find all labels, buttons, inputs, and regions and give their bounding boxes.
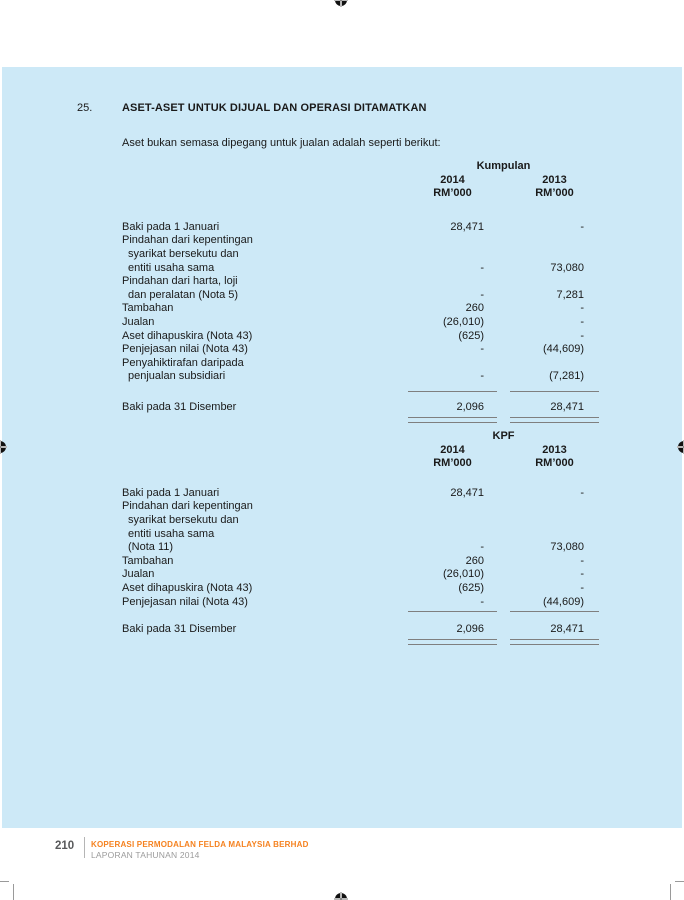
value-2014: (26,010): [443, 568, 484, 581]
rule-segment: [408, 639, 497, 645]
footer-report-title: LAPORAN TAHUNAN 2014: [91, 850, 200, 860]
row-label: (Nota 11): [128, 541, 174, 554]
value-2013: [510, 514, 599, 528]
rule-segment: [510, 391, 599, 392]
table-row: [122, 528, 599, 542]
value-2013: -: [580, 486, 584, 499]
crop-mark: [675, 881, 684, 882]
row-label: syarikat bersekutu dan: [128, 247, 239, 260]
value-2014: -: [480, 261, 484, 274]
page-number: 210: [55, 840, 75, 852]
spacer: [122, 174, 408, 188]
row-label: Penjejasan nilai (Nota 43): [122, 343, 248, 356]
value-2014: 28,471: [450, 486, 484, 499]
table-row: [122, 330, 599, 344]
value-2014: -: [480, 370, 484, 383]
registration-target-icon: [677, 440, 684, 454]
registration-mark-left: [0, 440, 7, 454]
total-double-rule: [408, 639, 599, 645]
row-label: Pindahan dari kepentingan: [122, 500, 253, 513]
value-2014: -: [480, 541, 484, 554]
row-label: penjualan subsidiari: [128, 370, 226, 383]
value-2014: 260: [465, 302, 484, 315]
table-row: [122, 500, 599, 514]
col-unit-2014: RM’000: [433, 187, 472, 200]
table-row: [122, 234, 599, 248]
rule-segment: [408, 611, 497, 612]
row-label: Tambahan: [122, 302, 174, 315]
table-row: [122, 248, 599, 262]
value-2013: [510, 275, 599, 289]
value-2013: (44,609): [543, 343, 584, 356]
row-label: Baki pada 1 Januari: [122, 486, 220, 499]
row-label: Aset dihapuskira (Nota 43): [122, 329, 253, 342]
table-row: [122, 514, 599, 528]
spacer: [122, 201, 599, 221]
total-2013: 28,471: [550, 400, 584, 413]
value-2013: (44,609): [543, 595, 584, 608]
col-header-2014: 2014: [440, 443, 465, 456]
table-kumpulan: [122, 160, 599, 423]
value-2013: -: [580, 581, 584, 594]
unit-header-row: [122, 457, 599, 471]
value-2014: [408, 514, 497, 528]
table-row: [122, 316, 599, 330]
row-label: Baki pada 1 Januari: [122, 220, 220, 233]
col-header-2014: 2014: [440, 173, 465, 186]
subtotal-rule: [408, 611, 599, 612]
crop-mark: [13, 884, 14, 900]
row-label: Aset dihapuskira (Nota 43): [122, 581, 253, 594]
unit-header-row: [122, 187, 599, 201]
registration-target-icon: [334, 892, 348, 900]
table-row: [122, 541, 599, 555]
value-2013: -: [580, 302, 584, 315]
value-2013: -: [580, 329, 584, 342]
table-row: [122, 596, 599, 610]
row-label: Jualan: [122, 568, 155, 581]
value-2014: (26,010): [443, 315, 484, 328]
intro-text: Aset bukan semasa dipegang untuk jualan adalah seperti berikut:: [122, 137, 441, 149]
spacer: [122, 471, 599, 487]
table-row: [122, 275, 599, 289]
rule-segment: [510, 417, 599, 423]
total-label: Baki pada 31 Disember: [122, 400, 237, 413]
spacer: [122, 457, 408, 471]
group-header: Kumpulan: [476, 160, 531, 172]
row-label: Pindahan dari kepentingan: [122, 234, 253, 247]
row-label: entiti usaha sama: [128, 527, 215, 540]
table-row: [122, 221, 599, 235]
footer-divider: [84, 837, 85, 858]
subtotal-rule: [408, 391, 599, 392]
value-2014: [408, 248, 497, 262]
row-label: entiti usaha sama: [128, 261, 215, 274]
crop-mark: [670, 884, 671, 900]
value-2013: 73,080: [550, 261, 584, 274]
row-label: Tambahan: [122, 554, 174, 567]
value-2013: [510, 248, 599, 262]
row-label: Penyahiktirafan daripada: [122, 356, 244, 369]
value-2014: -: [480, 343, 484, 356]
col-header-2013: 2013: [542, 443, 567, 456]
registration-target-icon: [0, 440, 7, 454]
table-kpf: [122, 430, 599, 645]
rule-segment: [510, 639, 599, 645]
group-header: KPF: [492, 430, 515, 442]
value-2014: [408, 234, 497, 248]
total-double-rule: [408, 417, 599, 423]
value-2013: (7,281): [549, 370, 584, 383]
value-2013: 73,080: [550, 541, 584, 554]
value-2013: -: [580, 554, 584, 567]
section-number: 25.: [77, 102, 93, 114]
spacer: [122, 187, 408, 201]
total-2013: 28,471: [550, 623, 584, 636]
value-2014: 28,471: [450, 220, 484, 233]
value-2013: [510, 234, 599, 248]
value-2013: -: [580, 315, 584, 328]
total-2014: 2,096: [456, 400, 484, 413]
row-label: Jualan: [122, 315, 155, 328]
table-row: [122, 262, 599, 276]
value-2014: [408, 528, 497, 542]
row-label: syarikat bersekutu dan: [128, 513, 239, 526]
value-2013: [510, 528, 599, 542]
table-row: [122, 343, 599, 357]
registration-mark-bottom: [334, 892, 348, 900]
table-row: [122, 555, 599, 569]
table-row: [122, 302, 599, 316]
table-row: [122, 357, 599, 371]
year-header-row: [122, 174, 599, 188]
rule-segment: [408, 417, 497, 423]
rule-segment: [408, 391, 497, 392]
value-2013: [510, 500, 599, 514]
value-2014: (625): [458, 581, 484, 594]
col-unit-2013: RM’000: [535, 457, 574, 470]
row-label: Penjejasan nilai (Nota 43): [122, 595, 248, 608]
year-header-row: [122, 444, 599, 458]
value-2014: -: [480, 595, 484, 608]
value-2014: [408, 357, 497, 371]
value-2013: -: [580, 568, 584, 581]
col-unit-2014: RM’000: [433, 457, 472, 470]
table-row: [122, 568, 599, 582]
table-row: [122, 370, 599, 384]
total-2014: 2,096: [456, 623, 484, 636]
section-title: ASET-ASET UNTUK DIJUAL DAN OPERASI DITAMATKAN: [122, 102, 427, 114]
row-label: Pindahan dari harta, loji: [122, 275, 238, 288]
footer-company-name: KOPERASI PERMODALAN FELDA MALAYSIA BERHAD: [91, 840, 309, 849]
value-2014: [408, 500, 497, 514]
row-label: dan peralatan (Nota 5): [128, 288, 239, 301]
spacer: [122, 444, 408, 458]
col-unit-2013: RM’000: [535, 187, 574, 200]
registration-mark-right: [677, 440, 684, 454]
table-row: [122, 289, 599, 303]
value-2014: [408, 275, 497, 289]
total-row: [122, 623, 599, 637]
table-row: [122, 582, 599, 596]
registration-mark-top: [334, 0, 348, 7]
total-row: [122, 401, 599, 415]
total-label: Baki pada 31 Disember: [122, 623, 237, 636]
value-2014: (625): [458, 329, 484, 342]
value-2014: 260: [465, 554, 484, 567]
value-2013: [510, 357, 599, 371]
registration-target-icon: [334, 0, 348, 7]
value-2013: -: [580, 220, 584, 233]
col-header-2013: 2013: [542, 173, 567, 186]
value-2014: -: [480, 288, 484, 301]
crop-mark: [0, 881, 9, 882]
rule-segment: [510, 611, 599, 612]
value-2013: 7,281: [556, 288, 584, 301]
table-row: [122, 487, 599, 501]
